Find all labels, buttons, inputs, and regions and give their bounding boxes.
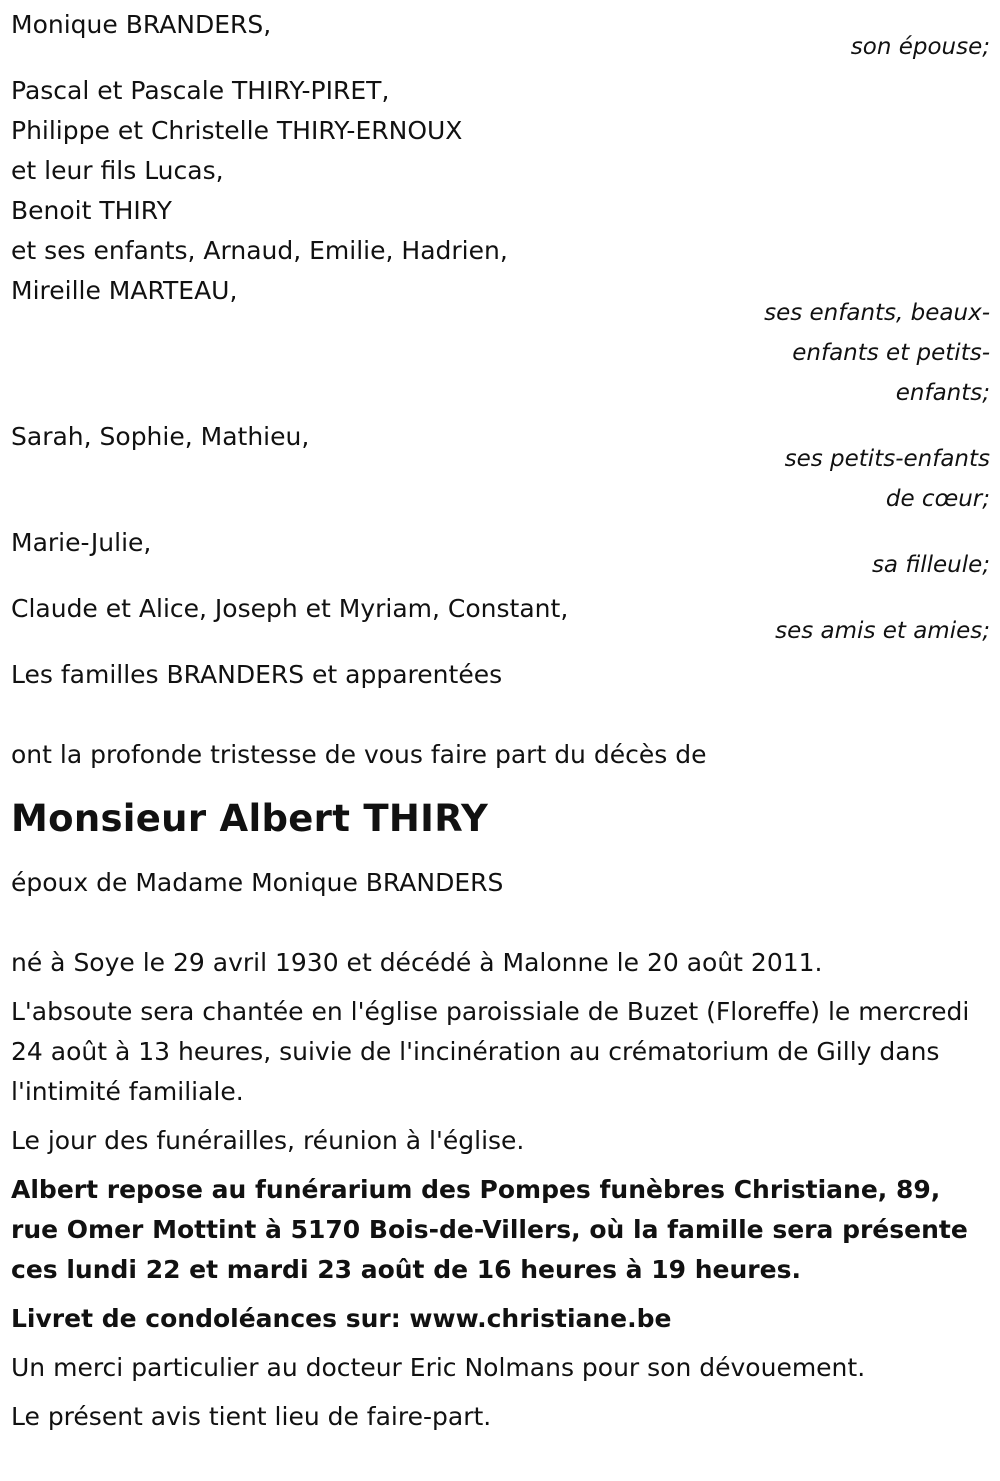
family-role-line: enfants et petits- bbox=[792, 340, 990, 366]
family-name-line: et ses enfants, Arnaud, Emilie, Hadrien, bbox=[11, 236, 508, 265]
family-name-line: et leur fils Lucas, bbox=[11, 156, 224, 185]
meeting: Le jour des funérailles, réunion à l'église. bbox=[11, 1126, 525, 1155]
family-group-spouse bbox=[11, 5, 990, 67]
birth-death: né à Soye le 29 avril 1930 et décédé à Malonne le 20 août 2011. bbox=[11, 948, 823, 977]
announcement: ont la profonde tristesse de vous faire part du décès de bbox=[11, 740, 707, 769]
deceased-name: Monsieur Albert THIRY bbox=[11, 797, 489, 840]
family-role-line: ses amis et amies; bbox=[775, 618, 990, 644]
family-role-line: de cœur; bbox=[885, 486, 990, 512]
visitation: Albert repose au funérarium des Pompes funèbres Christiane, 89, rue Omer Mottint à 5170 Bois-de-Villers, où la famille sera présente ces lundi 22 et mardi 23 août de 16 heures à 19 heures. bbox=[11, 1175, 968, 1284]
notice: Le présent avis tient lieu de faire-part. bbox=[11, 1402, 492, 1431]
spouse-line: époux de Madame Monique BRANDERS bbox=[11, 868, 504, 897]
family-name-line: Benoit THIRY bbox=[11, 196, 172, 225]
family-role-line: son épouse; bbox=[850, 34, 990, 60]
family-group-goddaughter bbox=[11, 523, 990, 585]
family-name-line: Marie-Julie, bbox=[11, 528, 152, 557]
family-role-line: ses petits-enfants bbox=[784, 446, 990, 472]
family-name-line: Monique BRANDERS, bbox=[11, 10, 272, 39]
obituary-notice bbox=[11, 5, 990, 1437]
family-group-friends bbox=[11, 589, 990, 651]
family-name-line: Sarah, Sophie, Mathieu, bbox=[11, 422, 310, 451]
family-role bbox=[11, 545, 990, 585]
family-name-line: Claude et Alice, Joseph et Myriam, Constant, bbox=[11, 594, 569, 623]
family-role-line: enfants; bbox=[895, 380, 990, 406]
family-role bbox=[11, 293, 990, 413]
thanks: Un merci particulier au docteur Eric Nolmans pour son dévouement. bbox=[11, 1353, 866, 1382]
closing-family: Les familles BRANDERS et apparentées bbox=[11, 660, 503, 689]
ceremony: L'absoute sera chantée en l'église paroissiale de Buzet (Floreffe) le mercredi 24 août à 13 heures, suivie de l'incinération au crématorium de Gilly dans l'intimité familiale. bbox=[11, 997, 970, 1106]
family-role-line: ses enfants, beaux- bbox=[764, 300, 990, 326]
family-group-grandchildren bbox=[11, 417, 990, 519]
details bbox=[11, 943, 990, 1437]
family-group-children bbox=[11, 71, 990, 413]
condolences: Livret de condoléances sur: www.christiane.be bbox=[11, 1304, 672, 1333]
family-name-line: Mireille MARTEAU, bbox=[11, 276, 238, 305]
family-name-line: Pascal et Pascale THIRY-PIRET, bbox=[11, 76, 390, 105]
family-role-line: sa filleule; bbox=[871, 552, 990, 578]
family-name-line: Philippe et Christelle THIRY-ERNOUX bbox=[11, 116, 463, 145]
